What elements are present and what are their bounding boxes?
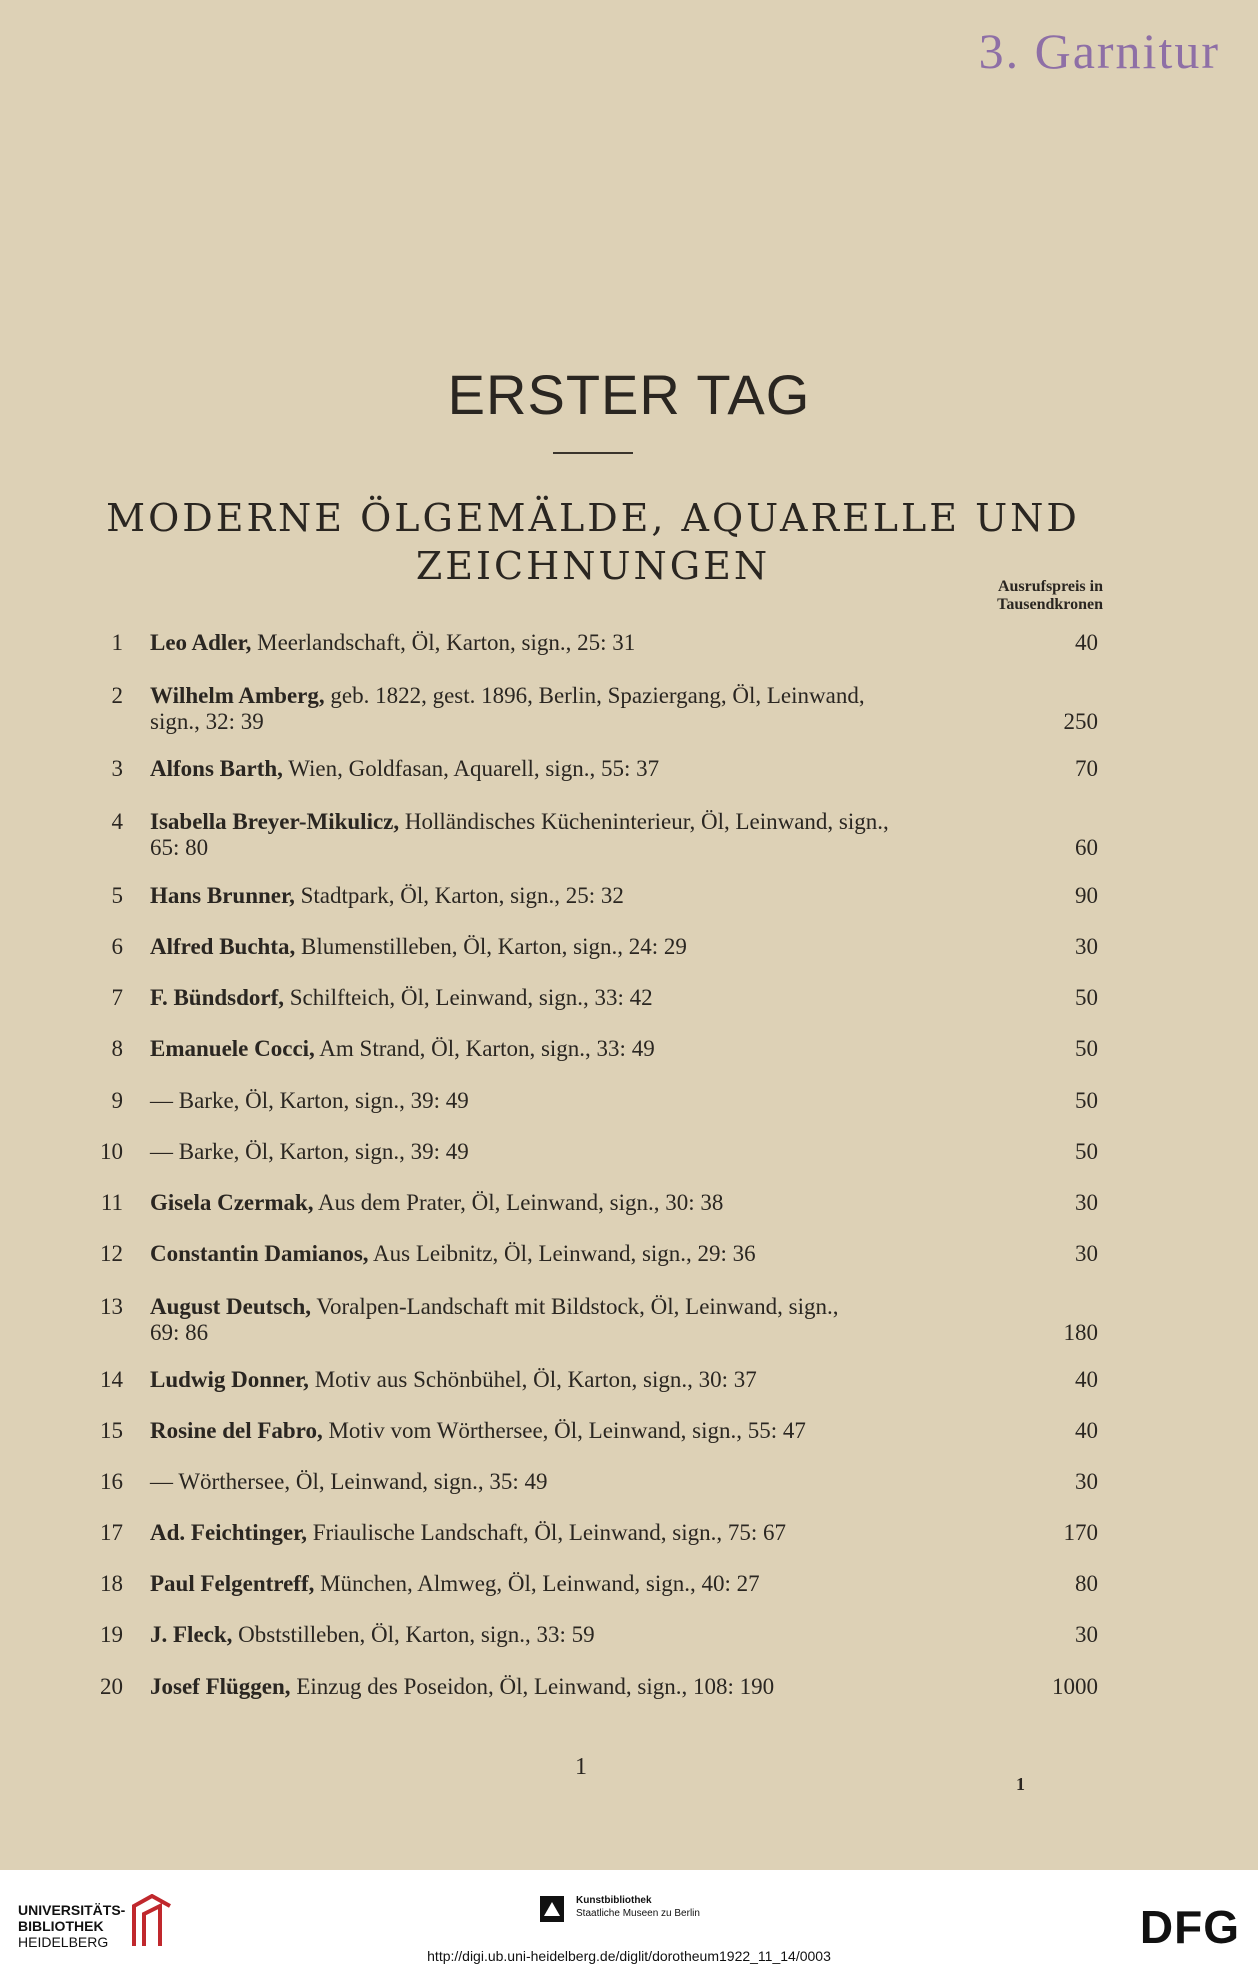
page-number: 1 bbox=[575, 1754, 587, 1780]
lot-description-line1 bbox=[150, 809, 1100, 835]
lot-description bbox=[150, 1571, 1100, 1597]
artwork-details: — Barke, Öl, Karton, sign., 39: 49 bbox=[150, 1139, 469, 1164]
lot-description-line1 bbox=[150, 683, 1100, 709]
starting-price: 180 bbox=[1063, 1320, 1098, 1345]
artwork-details: Voralpen-Landschaft mit Bildstock, Öl, Leinwand, sign., bbox=[311, 1294, 839, 1319]
starting-price: 30 bbox=[1075, 1190, 1098, 1215]
lot-description-line1 bbox=[150, 985, 1100, 1011]
lot-description bbox=[150, 1418, 1100, 1444]
artwork-details: — Barke, Öl, Karton, sign., 39: 49 bbox=[150, 1088, 469, 1113]
artwork-details: Holländisches Kücheninterieur, Öl, Leinwand, sign., bbox=[399, 809, 889, 834]
lot-description bbox=[150, 756, 1100, 782]
lot-number: 2 bbox=[111, 683, 123, 708]
dfg-logo: DFG bbox=[1139, 1901, 1240, 1953]
artwork-details-continued: sign., 32: 39 bbox=[150, 709, 264, 734]
starting-price: 40 bbox=[1075, 1418, 1098, 1443]
artist-name: Paul Felgentreff, bbox=[150, 1571, 315, 1596]
lot-description-line1 bbox=[150, 1520, 1100, 1546]
artwork-details-continued: 65: 80 bbox=[150, 835, 209, 860]
lot-description-line1 bbox=[150, 1674, 1100, 1700]
artist-name: Hans Brunner, bbox=[150, 883, 295, 908]
lot-description-line1 bbox=[150, 1367, 1100, 1393]
title-divider bbox=[553, 452, 633, 454]
kunstbibliothek-name bbox=[576, 1894, 700, 1920]
lot-number: 16 bbox=[100, 1469, 123, 1494]
artist-name: Emanuele Cocci, bbox=[150, 1036, 315, 1061]
artist-name: Gisela Czermak, bbox=[150, 1190, 314, 1215]
artwork-details: Wien, Goldfasan, Aquarell, sign., 55: 37 bbox=[282, 756, 660, 781]
starting-price: 50 bbox=[1075, 985, 1098, 1010]
lot-description bbox=[150, 985, 1100, 1011]
lot-description bbox=[150, 1036, 1100, 1062]
lot-description bbox=[150, 1088, 1100, 1114]
lot-description bbox=[150, 883, 1100, 909]
starting-price: 250 bbox=[1063, 709, 1098, 734]
artwork-details: München, Almweg, Öl, Leinwand, sign., 40: 27 bbox=[314, 1571, 760, 1596]
lot-number: 8 bbox=[111, 1036, 123, 1061]
lot-number: 14 bbox=[100, 1367, 123, 1392]
lot-number: 3 bbox=[111, 756, 123, 781]
lot-number: 1 bbox=[111, 630, 123, 655]
starting-price: 30 bbox=[1075, 934, 1098, 959]
section-title-line1: MODERNE ÖLGEMÄLDE, AQUARELLE UND bbox=[106, 496, 1080, 540]
lot-description bbox=[150, 683, 1100, 735]
lot-description-line1 bbox=[150, 1469, 1100, 1495]
library-line2: BIBLIOTHEK bbox=[18, 1918, 104, 1934]
lot-number: 6 bbox=[111, 934, 123, 959]
artwork-details: Motiv vom Wörthersee, Öl, Leinwand, sign., 55: 47 bbox=[322, 1418, 806, 1443]
lot-description bbox=[150, 934, 1100, 960]
lot-description bbox=[150, 1367, 1100, 1393]
artist-name: Alfred Buchta, bbox=[150, 934, 296, 959]
artist-name: August Deutsch, bbox=[150, 1294, 312, 1319]
artwork-details: Friaulische Landschaft, Öl, Leinwand, sign., 75: 67 bbox=[306, 1520, 787, 1545]
artwork-details: Einzug des Poseidon, Öl, Leinwand, sign., 108: 190 bbox=[290, 1674, 775, 1699]
lot-number: 13 bbox=[100, 1294, 123, 1319]
heidelberg-library-logo-icon bbox=[130, 1894, 174, 1950]
lot-number: 4 bbox=[111, 809, 123, 834]
permalink-url[interactable]: http://digi.ub.uni-heidelberg.de/diglit/dorotheum1922_11_14/0003 bbox=[427, 1948, 831, 1964]
starting-price: 1000 bbox=[1052, 1674, 1098, 1699]
artist-name: Rosine del Fabro, bbox=[150, 1418, 323, 1443]
lot-number: 12 bbox=[100, 1241, 123, 1266]
lot-description-line1 bbox=[150, 1190, 1100, 1216]
lot-description-line1 bbox=[150, 756, 1100, 782]
kb-line1: Kunstbibliothek bbox=[576, 1895, 652, 1906]
lot-number: 20 bbox=[100, 1674, 123, 1699]
lot-description-line1 bbox=[150, 1036, 1100, 1062]
lot-description-line1 bbox=[150, 934, 1100, 960]
lot-description-line1 bbox=[150, 1622, 1100, 1648]
lot-description-line1 bbox=[150, 1418, 1100, 1444]
artist-name: J. Fleck, bbox=[150, 1622, 233, 1647]
kunstbibliothek-logo-icon bbox=[540, 1896, 564, 1922]
price-column-header bbox=[997, 578, 1103, 614]
lot-description bbox=[150, 1241, 1100, 1267]
lot-number: 11 bbox=[100, 1190, 123, 1215]
lot-description bbox=[150, 1469, 1100, 1495]
lot-description bbox=[150, 1622, 1100, 1648]
artwork-details: Obststilleben, Öl, Karton, sign., 33: 59 bbox=[232, 1622, 595, 1647]
artwork-details: Aus dem Prater, Öl, Leinwand, sign., 30: 38 bbox=[313, 1190, 724, 1215]
lot-number: 7 bbox=[111, 985, 123, 1010]
starting-price: 50 bbox=[1075, 1088, 1098, 1113]
price-column-header-line2: Tausendkronen bbox=[997, 596, 1103, 613]
lot-number: 9 bbox=[111, 1088, 123, 1113]
artist-name: F. Bündsdorf, bbox=[150, 985, 285, 1010]
lot-description bbox=[150, 809, 1100, 861]
artwork-details: Blumenstilleben, Öl, Karton, sign., 24: 29 bbox=[295, 934, 687, 959]
lot-number: 10 bbox=[100, 1139, 123, 1164]
lot-description bbox=[150, 1190, 1100, 1216]
lot-number: 19 bbox=[100, 1622, 123, 1647]
artist-name: Ludwig Donner, bbox=[150, 1367, 309, 1392]
lot-description bbox=[150, 1139, 1100, 1165]
artwork-details: Stadtpark, Öl, Karton, sign., 25: 32 bbox=[294, 883, 624, 908]
lot-description-line1 bbox=[150, 1139, 1100, 1165]
lot-description-line1 bbox=[150, 1294, 1100, 1320]
library-line3: HEIDELBERG bbox=[18, 1934, 109, 1950]
lot-number: 17 bbox=[100, 1520, 123, 1545]
lot-description bbox=[150, 630, 1100, 656]
lot-description-line1 bbox=[150, 883, 1100, 909]
starting-price: 170 bbox=[1063, 1520, 1098, 1545]
starting-price: 50 bbox=[1075, 1139, 1098, 1164]
lot-description-line1 bbox=[150, 1241, 1100, 1267]
starting-price: 80 bbox=[1075, 1571, 1098, 1596]
artwork-details: Am Strand, Öl, Karton, sign., 33: 49 bbox=[314, 1036, 655, 1061]
artist-name: Leo Adler, bbox=[150, 630, 252, 655]
lot-description-line1 bbox=[150, 1088, 1100, 1114]
kb-line2: Staatliche Museen zu Berlin bbox=[576, 1908, 700, 1919]
lot-description-line1 bbox=[150, 630, 1100, 656]
artwork-details: geb. 1822, gest. 1896, Berlin, Spaziergang, Öl, Leinwand, bbox=[324, 683, 865, 708]
artist-name: Isabella Breyer-Mikulicz, bbox=[150, 809, 400, 834]
section-title bbox=[0, 494, 1186, 590]
artwork-details: Aus Leibnitz, Öl, Leinwand, sign., 29: 36 bbox=[368, 1241, 756, 1266]
digitization-footer bbox=[0, 1870, 1258, 1968]
artist-name: Josef Flüggen, bbox=[150, 1674, 291, 1699]
artist-name: Alfons Barth, bbox=[150, 756, 283, 781]
artist-name: Wilhelm Amberg, bbox=[150, 683, 325, 708]
chapter-title: ERSTER TAG bbox=[447, 363, 811, 426]
garnitur-stamp: 3. Garnitur bbox=[978, 23, 1220, 79]
starting-price: 30 bbox=[1075, 1241, 1098, 1266]
artwork-details: — Wörthersee, Öl, Leinwand, sign., 35: 49 bbox=[150, 1469, 548, 1494]
lot-number: 5 bbox=[111, 883, 123, 908]
lot-description bbox=[150, 1674, 1100, 1700]
price-column-header-line1: Ausrufspreis in bbox=[997, 578, 1103, 595]
lot-description-line1 bbox=[150, 1571, 1100, 1597]
artwork-details: Motiv aus Schönbühel, Öl, Karton, sign., 30: 37 bbox=[308, 1367, 757, 1392]
starting-price: 60 bbox=[1075, 835, 1098, 860]
lot-description bbox=[150, 1294, 1100, 1346]
starting-price: 90 bbox=[1075, 883, 1098, 908]
section-title-line2: ZEICHNUNGEN bbox=[415, 544, 771, 588]
lot-number: 18 bbox=[100, 1571, 123, 1596]
artwork-details-continued: 69: 86 bbox=[150, 1320, 209, 1345]
artwork-details: Meerlandschaft, Öl, Karton, sign., 25: 31 bbox=[251, 630, 636, 655]
starting-price: 40 bbox=[1075, 630, 1098, 655]
starting-price: 30 bbox=[1075, 1469, 1098, 1494]
starting-price: 70 bbox=[1075, 756, 1098, 781]
signature-mark: 1 bbox=[1016, 1774, 1025, 1794]
artwork-details: Schilfteich, Öl, Leinwand, sign., 33: 42 bbox=[284, 985, 653, 1010]
artist-name: Constantin Damianos, bbox=[150, 1241, 369, 1266]
lot-description bbox=[150, 1520, 1100, 1546]
artist-name: Ad. Feichtinger, bbox=[150, 1520, 307, 1545]
library-line1: UNIVERSITÄTS- bbox=[18, 1902, 126, 1918]
heidelberg-library-name bbox=[18, 1902, 125, 1950]
lot-number: 15 bbox=[100, 1418, 123, 1443]
starting-price: 50 bbox=[1075, 1036, 1098, 1061]
starting-price: 30 bbox=[1075, 1622, 1098, 1647]
starting-price: 40 bbox=[1075, 1367, 1098, 1392]
